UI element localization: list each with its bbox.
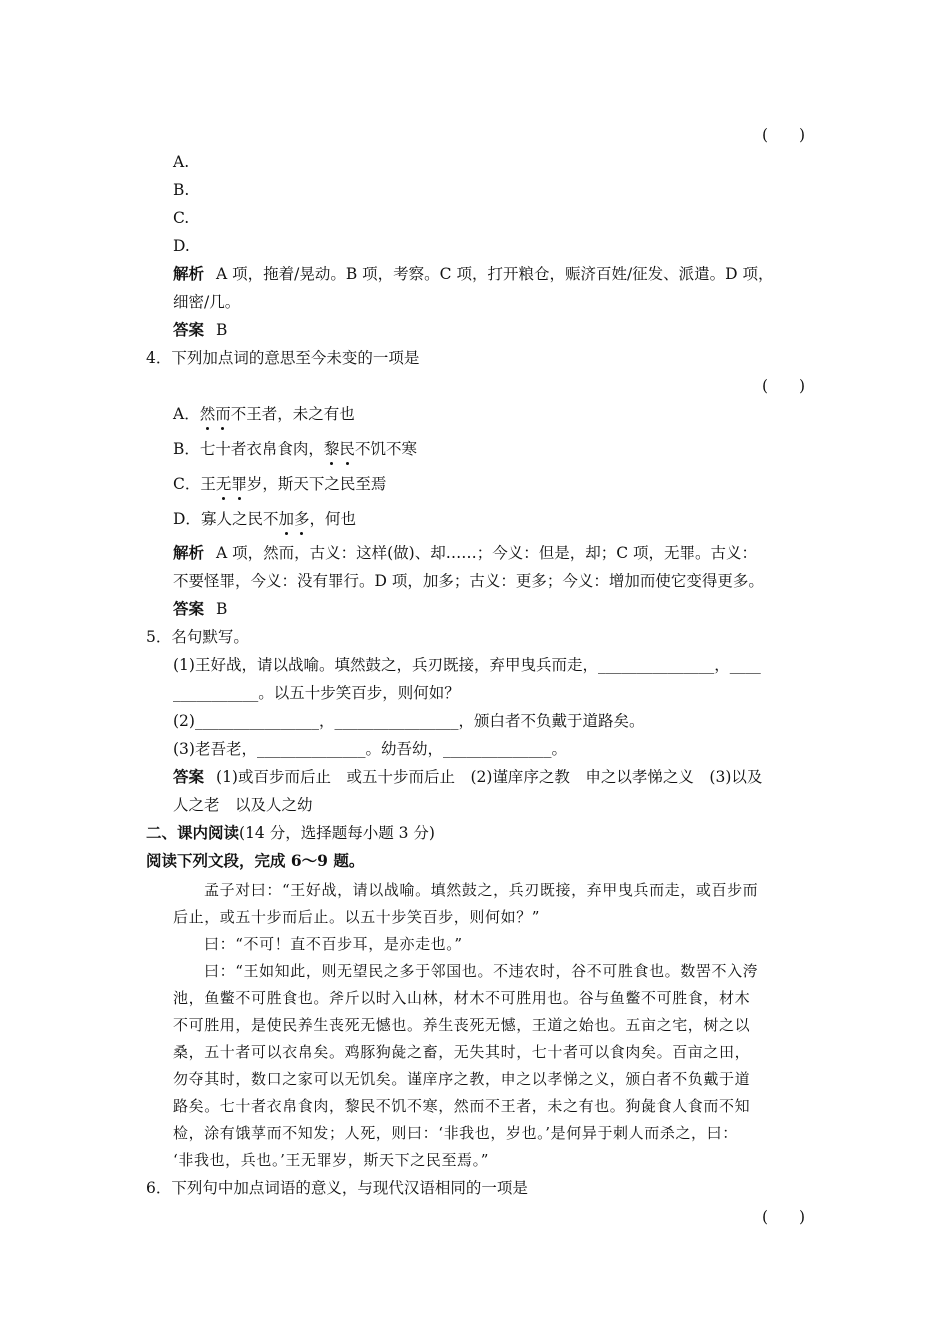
option-b: B. bbox=[173, 181, 190, 199]
passage-line: 池，鱼鳖不可胜食也。斧斤以时入山林，材木不可胜用也。谷与鱼鳖不可胜食，材木 bbox=[173, 989, 751, 1007]
answer-label: 答案 bbox=[173, 599, 205, 618]
option-c: C．王无罪岁，斯天下之民至焉 bbox=[173, 475, 387, 493]
answer-label: 答案 bbox=[173, 767, 205, 786]
passage-line: 孟子对曰：“王好战，请以战喻。填然鼓之，兵刃既接，弃甲曳兵而走，或百步而 bbox=[204, 881, 759, 899]
passage-line: 曰：“王如知此，则无望民之多于邻国也。不违农时，谷不可胜食也。数罟不入洿 bbox=[204, 962, 759, 980]
answer-text: B bbox=[216, 600, 228, 618]
analysis-text: A 项，拖着/晃动。B 项，考察。C 项，打开粮仓，赈济百姓/征发、派遣。D 项， bbox=[216, 265, 774, 283]
question-stem: 4．下列加点词的意思至今未变的一项是 bbox=[146, 349, 420, 367]
analysis-line bbox=[173, 264, 774, 284]
dotted-char: 加 bbox=[278, 510, 294, 528]
answer-paren: ( ) bbox=[762, 377, 806, 395]
analysis-line bbox=[173, 543, 757, 563]
dotted-char: 然 bbox=[199, 405, 216, 423]
dotted-char: 无 bbox=[215, 475, 232, 493]
dotted-char: 黎 bbox=[323, 440, 340, 458]
option-d: D. bbox=[173, 237, 190, 255]
analysis-text: 细密/几。 bbox=[173, 293, 241, 311]
analysis-text: 不要怪罪，今义：没有罪行。D 项，加多；古义：更多；今义：增加而使它变得更多。 bbox=[173, 572, 764, 590]
fill-blank-line: ___________。以五十步笑百步，则何如？ bbox=[173, 684, 460, 702]
answer-text: (1)或百步而后止 或五十步而后止 (2)谨庠序之教 申之以孝悌之义 (3)以及 bbox=[216, 768, 763, 786]
analysis-label: 解析 bbox=[173, 264, 205, 283]
answer-text: B bbox=[216, 321, 228, 339]
option-d: D．寡人之民不加多，何也 bbox=[173, 510, 356, 528]
answer-line bbox=[173, 767, 762, 787]
question-stem: 5．名句默写。 bbox=[146, 628, 249, 646]
option-b: B．七十者衣帛食肉，黎民不饥不寒 bbox=[173, 440, 417, 458]
dotted-char: 多 bbox=[293, 510, 310, 528]
fill-blank-line: (2)________________，________________，颁白者不负戴于道路矣。 bbox=[173, 712, 645, 730]
passage-line: ‘非我也，兵也。’王无罪岁，斯天下之民至焉。” bbox=[173, 1151, 490, 1169]
reading-instruction: 阅读下列文段，完成 6～9 题。 bbox=[146, 851, 365, 870]
answer-paren: ( ) bbox=[762, 1208, 806, 1226]
option-a: A. bbox=[173, 153, 190, 171]
section-heading: 二、课内阅读(14 分，选择题每小题 3 分) bbox=[146, 823, 435, 842]
analysis-label: 解析 bbox=[173, 543, 205, 562]
answer-line bbox=[173, 320, 227, 340]
dotted-char: 而 bbox=[215, 405, 231, 423]
fill-blank-line: (3)老吾老，______________。幼吾幼，______________。 bbox=[173, 740, 567, 758]
answer-line bbox=[173, 599, 227, 619]
passage-line: 勿夺其时，数口之家可以无饥矣。谨庠序之教，申之以孝悌之义，颁白者不负戴于道 bbox=[173, 1070, 751, 1088]
passage-line: 后止，或五十步而后止。以五十步笑百步，则何如？” bbox=[173, 908, 541, 926]
fill-blank-line: (1)王好战，请以战喻。填然鼓之，兵刃既接，弃甲曳兵而走，_______________，____ bbox=[173, 656, 761, 674]
passage-line: 路矣。七十者衣帛食肉，黎民不饥不寒，然而不王者，未之有也。狗彘食人食而不知 bbox=[173, 1097, 751, 1115]
dotted-char: 罪 bbox=[231, 475, 247, 493]
passage-line: 检，涂有饿莩而不知发；人死，则曰：‘非我也，岁也。’是何异于刺人而杀之，曰： bbox=[173, 1124, 738, 1142]
question-stem: 6．下列句中加点词语的意义，与现代汉语相同的一项是 bbox=[146, 1179, 528, 1197]
answer-text: 人之老 以及人之幼 bbox=[173, 796, 313, 814]
option-a: A．然而不王者，未之有也 bbox=[173, 405, 355, 423]
passage-line: 不可胜用，是使民养生丧死无憾也。养生丧死无憾，王道之始也。五亩之宅，树之以 bbox=[173, 1016, 751, 1034]
passage-line: 桑，五十者可以衣帛矣。鸡豚狗彘之畜，无失其时，七十者可以食肉矣。百亩之田， bbox=[173, 1043, 751, 1061]
answer-paren: ( ) bbox=[762, 126, 806, 144]
passage-line: 曰：“不可！直不百步耳，是亦走也。” bbox=[204, 935, 463, 953]
answer-label: 答案 bbox=[173, 320, 205, 339]
option-c: C. bbox=[173, 209, 190, 227]
analysis-text: A 项，然而，古义：这样(做)、却……；今义：但是，却；C 项，无罪。古义： bbox=[216, 544, 758, 562]
dotted-char: 民 bbox=[339, 440, 355, 458]
